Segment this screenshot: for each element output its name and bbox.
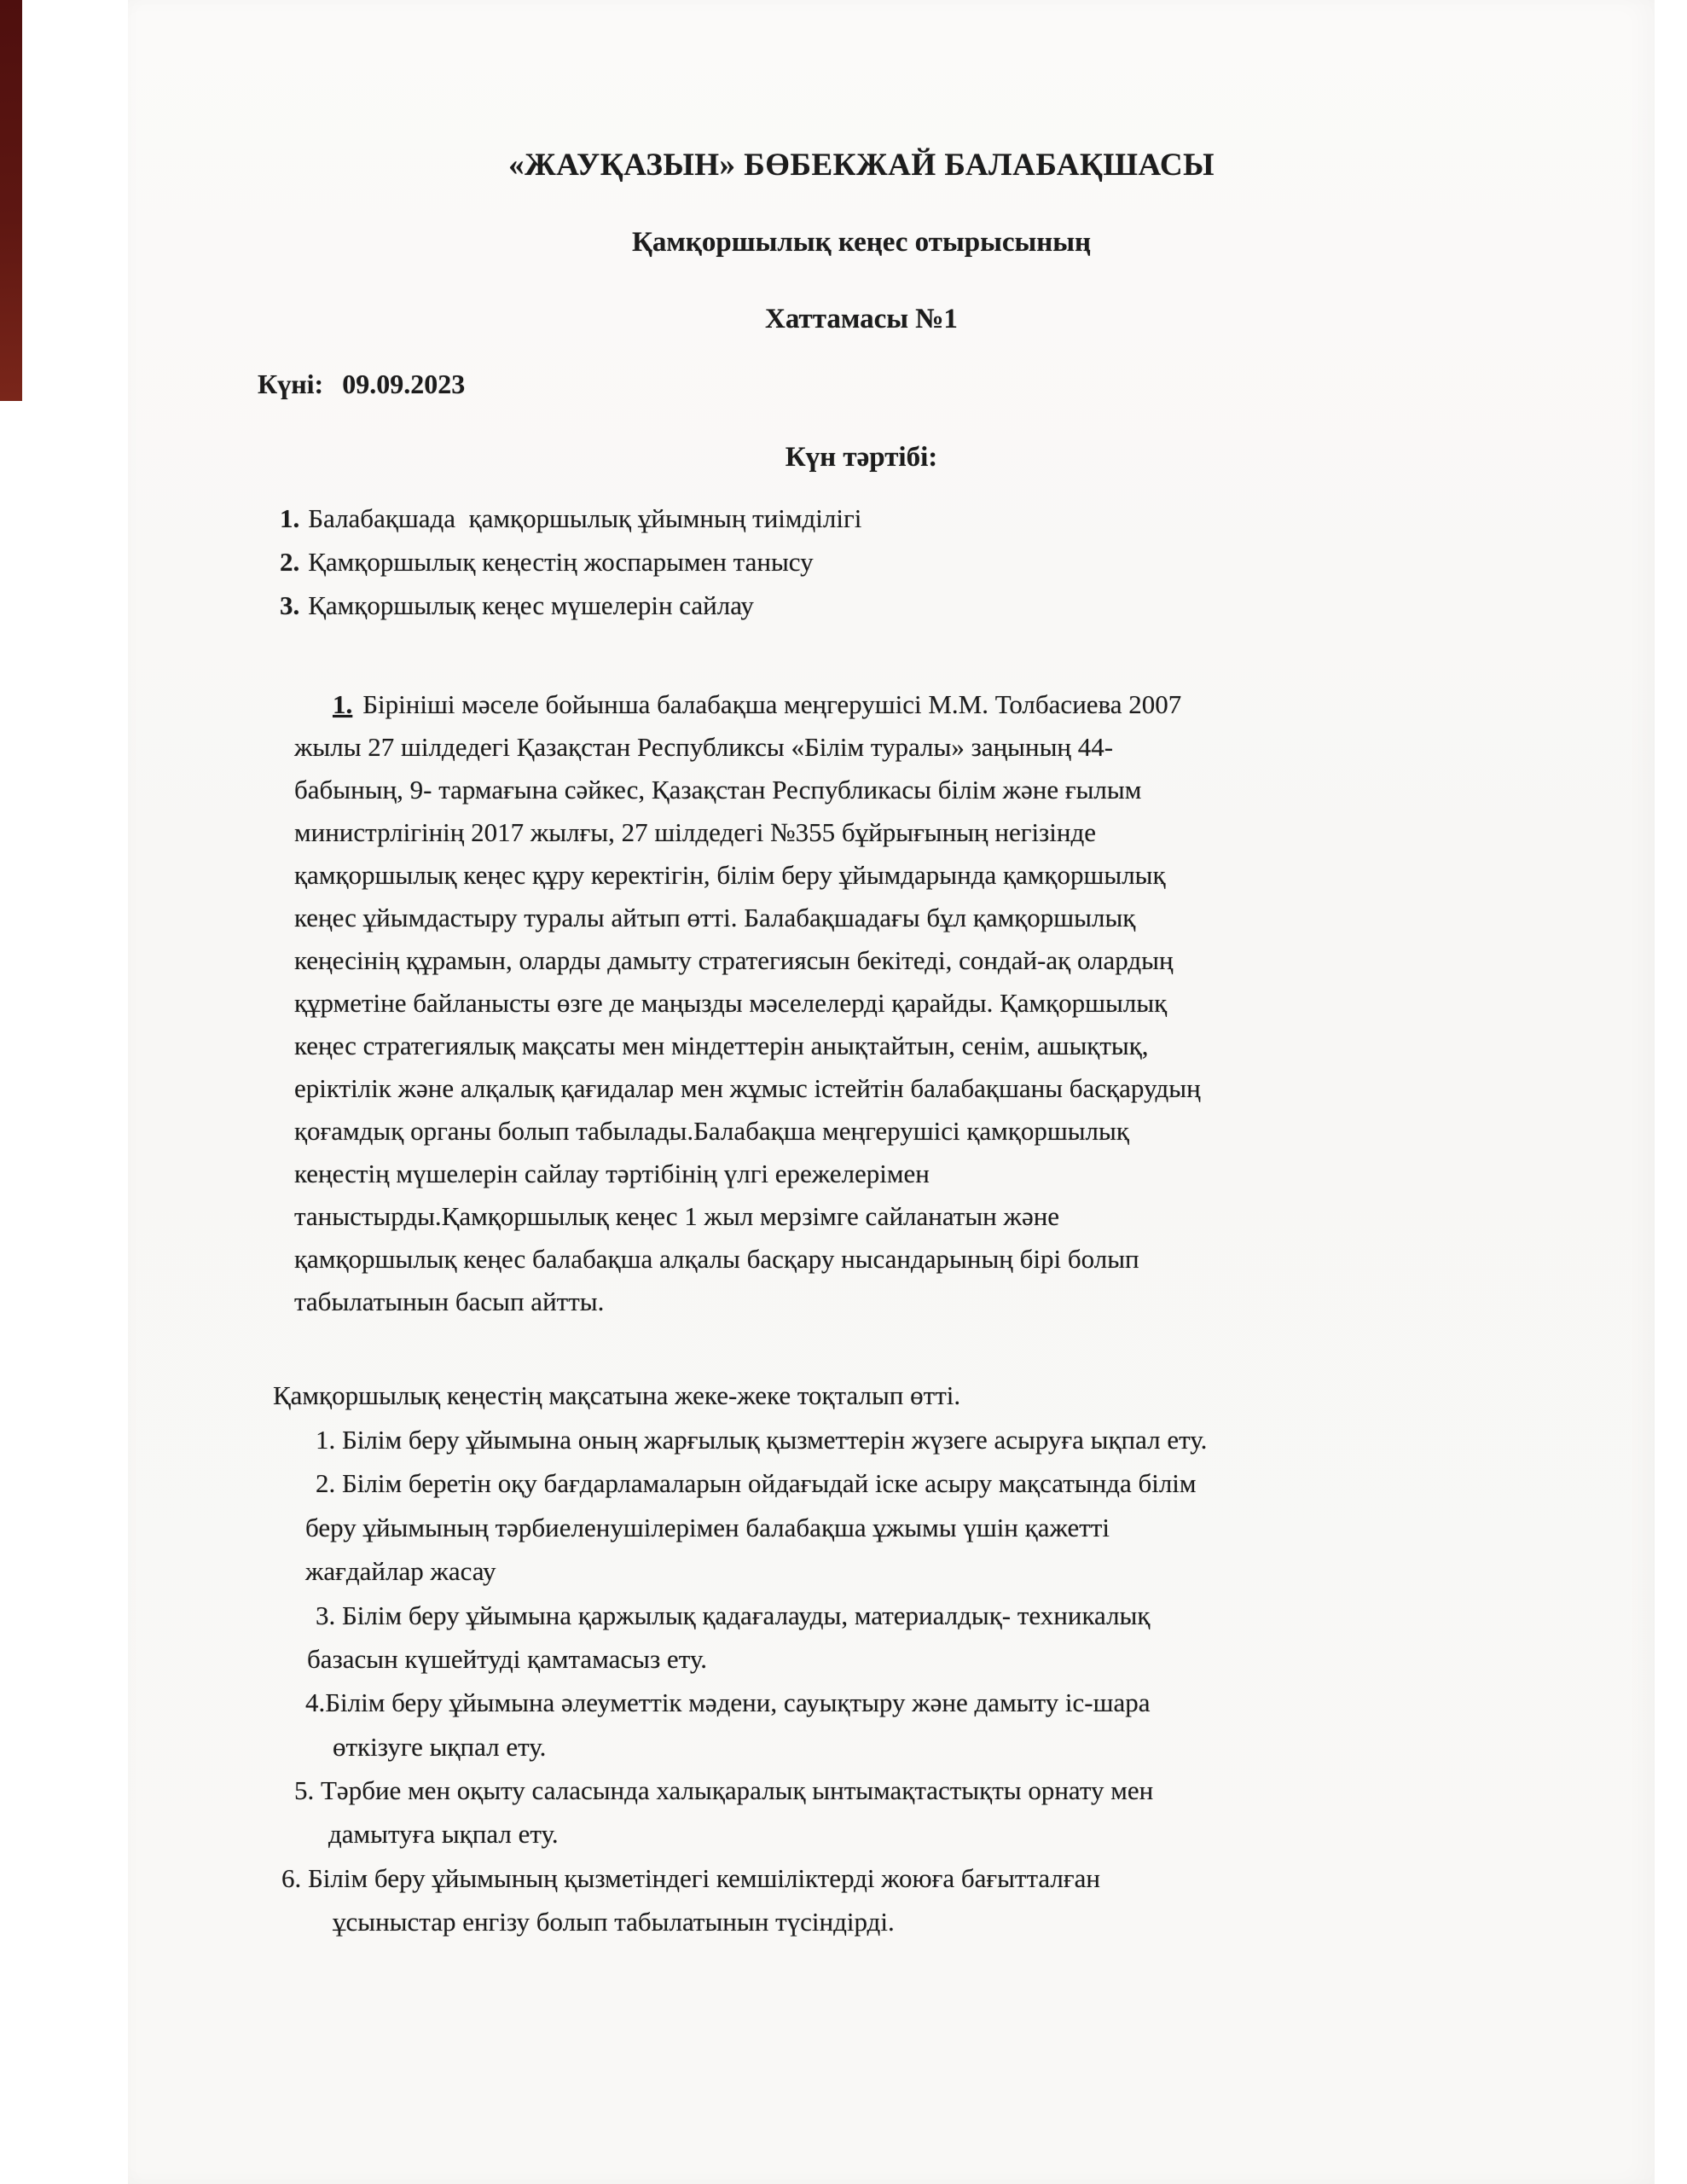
goal-line: ұсыныстар енгізу болып табылатынын түсіндірді. (333, 1907, 895, 1937)
goal-line: 3. Білім беру ұйымына қаржылық қадағалауды, материалдық- техникалық (316, 1600, 1151, 1630)
paragraph-line: құрметіне байланысты өзге де маңызды мәселелерді қарайды. Қамқоршылық (294, 988, 1168, 1018)
agenda-item-number: 1. (280, 503, 300, 533)
paragraph-line: кеңесінің құрамын, оларды дамыту стратегиясын бекітеді, сондай-ақ олардың (294, 945, 1174, 975)
goal-line: 6. Білім беру ұйымының қызметіндегі кемшіліктерді жоюға бағытталған (281, 1863, 1100, 1893)
goal-line: 1. Білім беру ұйымына оның жарғылық қызметтерін жүзеге асыруға ықпал ету. (316, 1425, 1208, 1455)
agenda-item-number: 3. (280, 590, 300, 620)
goal-line: беру ұйымының тәрбиеленушілерімен балабақша ұжымы үшін қажетті (305, 1513, 1110, 1542)
agenda-item (280, 503, 861, 534)
protocol-number: Хаттамасы №1 (765, 304, 958, 334)
agenda-item-text: Қамқоршылық кеңестің жоспарымен танысу (308, 547, 814, 577)
document-content (213, 0, 1510, 2184)
paragraph-line: еріктілік және алқалық қағидалар мен жұмыс істейтін балабақшаны басқарудың (294, 1073, 1201, 1103)
goal-line: 5. Тәрбие мен оқыту саласында халықаралық ынтымақтастықты орнату мен (294, 1775, 1154, 1805)
paragraph-line: қамқоршылық кеңес балабақша алқалы басқару нысандарының бірі болып (294, 1244, 1139, 1274)
goal-line: 2. Білім беретін оқу бағдарламаларын ойдағыдай іске асыру мақсатында білім (316, 1468, 1197, 1498)
goal-line: өткізуге ықпал ету. (333, 1732, 547, 1762)
date-line (258, 369, 465, 400)
goal-line: дамытуға ықпал ету. (328, 1819, 559, 1849)
goal-line: жағдайлар жасау (305, 1556, 496, 1586)
paragraph-line: табылатынын басып айтты. (294, 1287, 605, 1316)
paragraph-line: кеңес ұйымдастыру туралы айтып өтті. Балабақшадағы бұл қамқоршылық (294, 903, 1136, 932)
paragraph-line: кеңестің мүшелерін сайлау тәртібінің үлгі ережелерімен (294, 1159, 930, 1188)
paragraph-line-text: Бірініші мәселе бойынша балабақша меңгерушісі М.М. Толбасиева 2007 (362, 689, 1182, 719)
paragraph-line: кеңес стратегиялық мақсаты мен міндеттерін анықтайтын, сенім, ашықтық, (294, 1031, 1149, 1060)
scan-edge-artifact (0, 0, 22, 401)
goals-intro: Қамқоршылық кеңестің мақсатына жеке-жеке тоқталып өтті. (273, 1380, 961, 1410)
agenda-heading: Күн тәртібі: (785, 442, 938, 473)
page-title: «ЖАУҚАЗЫН» БӨБЕКЖАЙ БАЛАБАҚШАСЫ (508, 148, 1215, 183)
goal-line: 4.Білім беру ұйымына әлеуметтік мәдени, сауықтыру және дамыту іс-шара (305, 1687, 1151, 1717)
paragraph-line: жылы 27 шілдедегі Қазақстан Республиксы «Білім туралы» заңының 44- (294, 732, 1114, 762)
paragraph-line: қамқоршылық кеңес құру керектігін, білім беру ұйымдарында қамқоршылық (294, 860, 1166, 890)
paragraph-line: таныстырды.Қамқоршылық кеңес 1 жыл мерзімге сайланатын және (294, 1201, 1060, 1231)
agenda-item-text: Балабақшада қамқоршылық ұйымның тиімділігі (308, 503, 862, 533)
protocol-subtitle: Қамқоршылық кеңес отырысының (631, 227, 1092, 258)
agenda-item-text: Қамқоршылық кеңес мүшелерін сайлау (308, 590, 754, 620)
agenda-item-number: 2. (280, 547, 300, 577)
date-label: Күні: (258, 369, 324, 399)
agenda-item (280, 590, 754, 621)
paragraph-line: министрлігінің 2017 жылғы, 27 шілдедегі №355 бұйрығының негізінде (294, 817, 1097, 847)
goal-line: базасын күшейтуді қамтамасыз ету. (307, 1644, 707, 1674)
agenda-item (280, 547, 814, 578)
paragraph-line: бабының, 9- тармағына сәйкес, Қазақстан Республикасы білім және ғылым (294, 775, 1142, 804)
date-value: 09.09.2023 (342, 369, 466, 399)
paragraph-line (333, 689, 1181, 720)
paragraph-line: қоғамдық органы болып табылады.Балабақша меңгерушісі қамқоршылық (294, 1116, 1129, 1146)
paragraph-lead-number: 1. (333, 689, 353, 719)
